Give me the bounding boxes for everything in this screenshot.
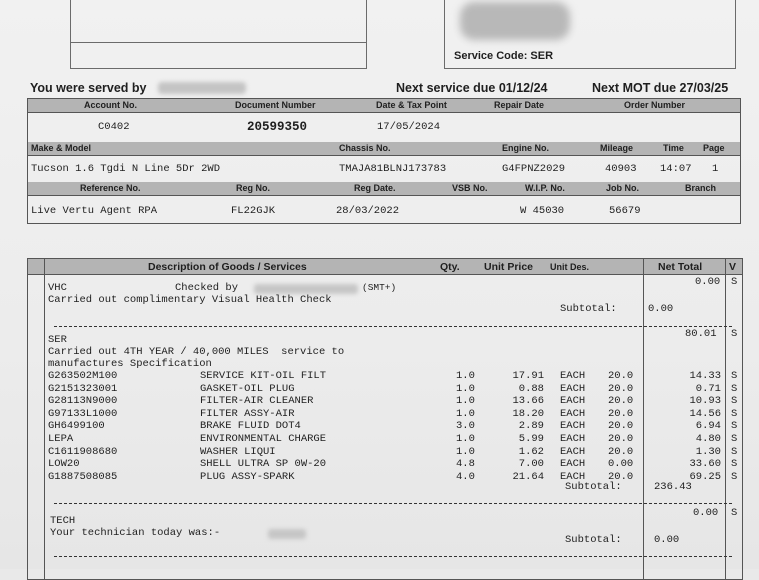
time-header: Time bbox=[663, 143, 684, 153]
document-number-value: 20599350 bbox=[247, 120, 308, 134]
account-no-value: C0402 bbox=[98, 121, 130, 133]
ser-vat: S bbox=[731, 328, 738, 340]
part-unit: EACH bbox=[560, 458, 586, 471]
part-qty: 1.0 bbox=[456, 445, 475, 458]
chassis-no-value: TMAJA81BLNJ173783 bbox=[339, 163, 447, 175]
reference-no-value: Live Vertu Agent RPA bbox=[31, 205, 158, 217]
part-desc: SERVICE KIT-OIL FILT bbox=[200, 370, 327, 382]
ser-subtotal-label: Subtotal: bbox=[565, 481, 622, 493]
part-net: 69.25 bbox=[689, 470, 721, 483]
part-v: S bbox=[731, 407, 738, 420]
part-vat-rate: 20.0 bbox=[608, 445, 634, 458]
next-service-due: Next service due 01/12/24 bbox=[396, 81, 548, 95]
part-net: 14.33 bbox=[689, 370, 721, 382]
redacted-technician bbox=[268, 529, 306, 539]
part-net: 10.93 bbox=[689, 395, 721, 408]
part-net: 33.60 bbox=[689, 458, 721, 471]
description-header: Description of Goods / Services bbox=[148, 261, 307, 273]
customer-address-box bbox=[70, 0, 367, 69]
goods-header-row bbox=[28, 259, 742, 275]
page-header: Page bbox=[703, 143, 725, 153]
ser-line-1: Carried out 4TH YEAR / 40,000 MILES service to bbox=[48, 346, 345, 358]
part-desc: FILTER ASSY-AIR bbox=[200, 407, 295, 420]
part-qty: 3.0 bbox=[456, 420, 475, 433]
part-part: G2151323001 bbox=[48, 382, 118, 395]
reference-no-header: Reference No. bbox=[80, 183, 141, 193]
part-vat-rate: 20.0 bbox=[608, 382, 634, 395]
unit-des-header: Unit Des. bbox=[550, 262, 590, 272]
net-total-header: Net Total bbox=[658, 261, 703, 273]
tech-subtotal: 0.00 bbox=[654, 534, 680, 546]
part-qty: 1.0 bbox=[456, 433, 475, 445]
qty-header: Qty. bbox=[440, 261, 460, 273]
mileage-value: 40903 bbox=[605, 163, 637, 175]
part-vat-rate: 20.0 bbox=[608, 395, 634, 408]
vhc-subtotal-label: Subtotal: bbox=[560, 303, 617, 315]
chassis-no-header: Chassis No. bbox=[339, 143, 391, 153]
part-price: 1.62 bbox=[518, 445, 544, 458]
divider bbox=[54, 503, 732, 504]
vsb-no-header: VSB No. bbox=[452, 183, 488, 193]
ser-subtotal: 236.43 bbox=[654, 481, 692, 493]
part-part: LEPA bbox=[48, 433, 74, 445]
part-v: S bbox=[731, 470, 738, 483]
divider bbox=[54, 556, 732, 557]
part-v: S bbox=[731, 370, 738, 382]
reference-table bbox=[27, 182, 741, 224]
part-price: 18.20 bbox=[512, 407, 544, 420]
part-v: S bbox=[731, 420, 738, 433]
vhc-vat: S bbox=[731, 276, 738, 288]
part-unit: EACH bbox=[560, 382, 586, 395]
part-net: 4.80 bbox=[695, 433, 721, 445]
part-price: 7.00 bbox=[518, 458, 544, 471]
redacted-area bbox=[460, 2, 570, 40]
part-part: GH6499100 bbox=[48, 420, 105, 433]
part-part: G97133L1000 bbox=[48, 407, 118, 420]
make-model-value: Tucson 1.6 Tgdi N Line 5Dr 2WD bbox=[31, 163, 221, 175]
part-net: 6.94 bbox=[695, 420, 721, 433]
part-unit: EACH bbox=[560, 370, 586, 382]
tech-net: 0.00 bbox=[693, 507, 719, 519]
part-net: 14.56 bbox=[689, 407, 721, 420]
part-part: G28113N9000 bbox=[48, 395, 118, 408]
vhc-checked-by: Checked by bbox=[175, 282, 239, 294]
branch-header: Branch bbox=[685, 183, 717, 193]
reference-header-row bbox=[28, 182, 740, 196]
part-desc: GASKET-OIL PLUG bbox=[200, 382, 295, 395]
part-part: C1611908680 bbox=[48, 445, 118, 458]
part-part: G1887508085 bbox=[48, 470, 118, 483]
goods-services-table bbox=[27, 258, 743, 580]
wip-no-value: W 45030 bbox=[520, 205, 565, 217]
document-number-header: Document Number bbox=[235, 100, 316, 110]
part-desc: PLUG ASSY-SPARK bbox=[200, 470, 295, 483]
served-by-label: You were served by bbox=[30, 81, 147, 95]
part-price: 17.91 bbox=[512, 370, 544, 382]
tech-subtotal-label: Subtotal: bbox=[565, 534, 622, 546]
part-part: G263502M100 bbox=[48, 370, 118, 382]
part-v: S bbox=[731, 395, 738, 408]
divider bbox=[54, 326, 732, 327]
vhc-net: 0.00 bbox=[695, 276, 721, 288]
part-v: S bbox=[731, 445, 738, 458]
part-desc: BRAKE FLUID DOT4 bbox=[200, 420, 301, 433]
tech-code: TECH bbox=[50, 515, 76, 527]
part-part: LOW20 bbox=[48, 458, 80, 471]
part-unit: EACH bbox=[560, 433, 586, 445]
tech-vat: S bbox=[731, 507, 738, 519]
job-no-header: Job No. bbox=[606, 183, 639, 193]
redacted-name bbox=[158, 82, 246, 94]
part-qty: 1.0 bbox=[456, 407, 475, 420]
part-price: 21.64 bbox=[512, 470, 544, 483]
unit-price-header: Unit Price bbox=[484, 261, 534, 273]
make-model-header: Make & Model bbox=[31, 143, 92, 153]
reg-no-value: FL22GJK bbox=[231, 205, 276, 217]
part-net: 1.30 bbox=[695, 445, 721, 458]
vhc-smt: (SMT+) bbox=[362, 282, 397, 293]
part-unit: EACH bbox=[560, 395, 586, 408]
part-price: 2.89 bbox=[518, 420, 544, 433]
ser-line-2: manufactures Specification bbox=[48, 358, 212, 370]
part-vat-rate: 0.00 bbox=[608, 458, 634, 471]
engine-no-value: G4FPNZ2029 bbox=[502, 163, 566, 175]
part-unit: EACH bbox=[560, 445, 586, 458]
date-tax-point-value: 17/05/2024 bbox=[377, 121, 441, 133]
part-qty: 1.0 bbox=[456, 395, 475, 408]
vehicle-table bbox=[27, 142, 741, 183]
vat-header: V bbox=[729, 261, 737, 273]
next-mot-due: Next MOT due 27/03/25 bbox=[592, 81, 729, 95]
reg-date-value: 28/03/2022 bbox=[336, 205, 400, 217]
part-vat-rate: 20.0 bbox=[608, 407, 634, 420]
vhc-code: VHC bbox=[48, 282, 67, 294]
part-price: 5.99 bbox=[518, 433, 544, 445]
part-v: S bbox=[731, 382, 738, 395]
job-no-value: 56679 bbox=[609, 205, 641, 217]
ser-code: SER bbox=[48, 334, 67, 346]
part-desc: ENVIRONMENTAL CHARGE bbox=[200, 433, 327, 445]
part-unit: EACH bbox=[560, 407, 586, 420]
part-v: S bbox=[731, 433, 738, 445]
page-value: 1 bbox=[712, 163, 719, 175]
part-qty: 1.0 bbox=[456, 370, 475, 382]
part-desc: WASHER LIQUI bbox=[200, 445, 276, 458]
part-desc: FILTER-AIR CLEANER bbox=[200, 395, 314, 408]
part-vat-rate: 20.0 bbox=[608, 470, 634, 483]
engine-no-header: Engine No. bbox=[502, 143, 549, 153]
reg-no-header: Reg No. bbox=[236, 183, 271, 193]
service-code: Service Code: SER bbox=[454, 50, 554, 62]
part-price: 0.88 bbox=[518, 382, 544, 395]
time-value: 14:07 bbox=[660, 163, 692, 175]
date-tax-point-header: Date & Tax Point bbox=[376, 100, 447, 110]
account-table bbox=[27, 98, 741, 144]
part-unit: EACH bbox=[560, 420, 586, 433]
part-v: S bbox=[731, 458, 738, 471]
tech-description: Your technician today was:- bbox=[50, 527, 221, 539]
reg-date-header: Reg Date. bbox=[354, 183, 396, 193]
part-qty: 4.0 bbox=[456, 470, 475, 483]
repair-date-header: Repair Date bbox=[494, 100, 545, 110]
vehicle-header-row bbox=[28, 142, 740, 156]
mileage-header: Mileage bbox=[600, 143, 634, 153]
vhc-subtotal: 0.00 bbox=[648, 303, 674, 315]
part-vat-rate: 20.0 bbox=[608, 420, 634, 433]
part-desc: SHELL ULTRA SP 0W-20 bbox=[200, 458, 327, 471]
wip-no-header: W.I.P. No. bbox=[525, 183, 565, 193]
part-vat-rate: 20.0 bbox=[608, 370, 634, 382]
part-price: 13.66 bbox=[512, 395, 544, 408]
part-unit: EACH bbox=[560, 470, 586, 483]
account-no-header: Account No. bbox=[84, 100, 137, 110]
part-qty: 4.8 bbox=[456, 458, 475, 471]
vhc-description: Carried out complimentary Visual Health Check bbox=[48, 294, 332, 306]
part-net: 0.71 bbox=[695, 382, 721, 395]
part-qty: 1.0 bbox=[456, 382, 475, 395]
account-header-row bbox=[28, 99, 740, 113]
part-vat-rate: 20.0 bbox=[608, 433, 634, 445]
ser-net: 80.01 bbox=[685, 328, 717, 340]
order-number-header: Order Number bbox=[624, 100, 686, 110]
redacted-checker bbox=[254, 284, 358, 294]
